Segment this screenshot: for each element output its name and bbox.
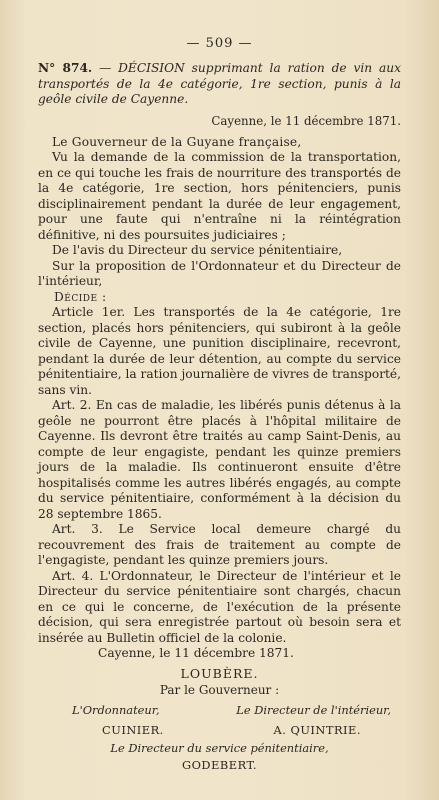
decision-number: N° 874. bbox=[38, 61, 93, 75]
ordonnateur-name: CUINIER. bbox=[102, 722, 164, 737]
governor-signature: LOUBÈRE. bbox=[180, 665, 259, 681]
par-le-gouverneur: Par le Gouverneur : bbox=[159, 682, 280, 697]
avis-paragraph: De l'avis du Directeur du service pénitentiaire, bbox=[52, 243, 343, 257]
article-3: Art. 3. Le Service local demeure chargé du recouvrement des frais de traitement au compte de l'engagiste, pendant les quinze premiers jours. bbox=[38, 522, 401, 567]
penitentiaire-name: GODEBERT. bbox=[182, 757, 257, 772]
ordonnateur-title: L'Ordonnateur, bbox=[72, 702, 160, 717]
signatory-names-row bbox=[38, 720, 401, 740]
decision-title: — DÉCISION supprimant la ration de vin aux transportés de la 4e catégorie, 1re section, punis à la geôle civile de Cayenne. bbox=[38, 61, 401, 106]
page-number: — 509 — bbox=[186, 36, 253, 51]
vu-paragraph: Vu la demande de la commission de la transportation, en ce qui touche les frais de nourriture des transportés de la 4e catégorie, 1re section, hors pénitenciers, punis disciplinairement pendant la durée de leur engagement, pour une faute qui n'entraîne ni la réintégration définitive, ni des poursuites judiciaires ; bbox=[38, 150, 401, 242]
article-1: Article 1er. Les transportés de la 4e catégorie, 1re section, placés hors pénitenciers, qui subiront à la geôle civile de Cayenne, une punition disciplinaire, recevront, pendant la durée de leur détention, au compte du service pénitentiaire, la ration journalière de vivres de transporté, sans vin. bbox=[38, 305, 401, 397]
article-2: Art. 2. En cas de maladie, les libérés punis détenus à la geôle ne pourront être placés à l'hôpital militaire de Cayenne. Ils devront être traités au camp Saint-Denis, au compte de leur engagiste, pendant les quinze premiers jours de la maladie. Ils continueront ensuite d'être hospitalisés comme les autres libérés engagés, au compte du service pénitentiaire, conformément à la décision du 28 septembre 1865. bbox=[38, 398, 401, 521]
decision-heading bbox=[38, 61, 401, 108]
decide-label: Décide : bbox=[54, 289, 107, 304]
interieur-name: A. QUINTRIE. bbox=[273, 722, 361, 737]
article-4: Art. 4. L'Ordonnateur, le Directeur de l'intérieur et le Directeur du service pénitentiaire sont chargés, chacun en ce qui le concerne, de l'exécution de la présente décision, qui sera enregistrée partout où besoin sera et insérée au Bulletin officiel de la colonie. bbox=[38, 568, 401, 645]
signatory-titles-row bbox=[38, 700, 401, 720]
penitentiaire-title: Le Directeur du service pénitentiaire, bbox=[110, 740, 329, 755]
gouverneur-line: Le Gouverneur de la Guyane française, bbox=[52, 134, 302, 149]
decision-dateline: Cayenne, le 11 décembre 1871. bbox=[211, 113, 401, 128]
interieur-title: Le Directeur de l'intérieur, bbox=[236, 702, 391, 717]
proposition-paragraph: Sur la proposition de l'Ordonnateur et du Directeur de l'intérieur, bbox=[38, 258, 401, 288]
signature-date: Cayenne, le 11 décembre 1871. bbox=[98, 646, 294, 660]
